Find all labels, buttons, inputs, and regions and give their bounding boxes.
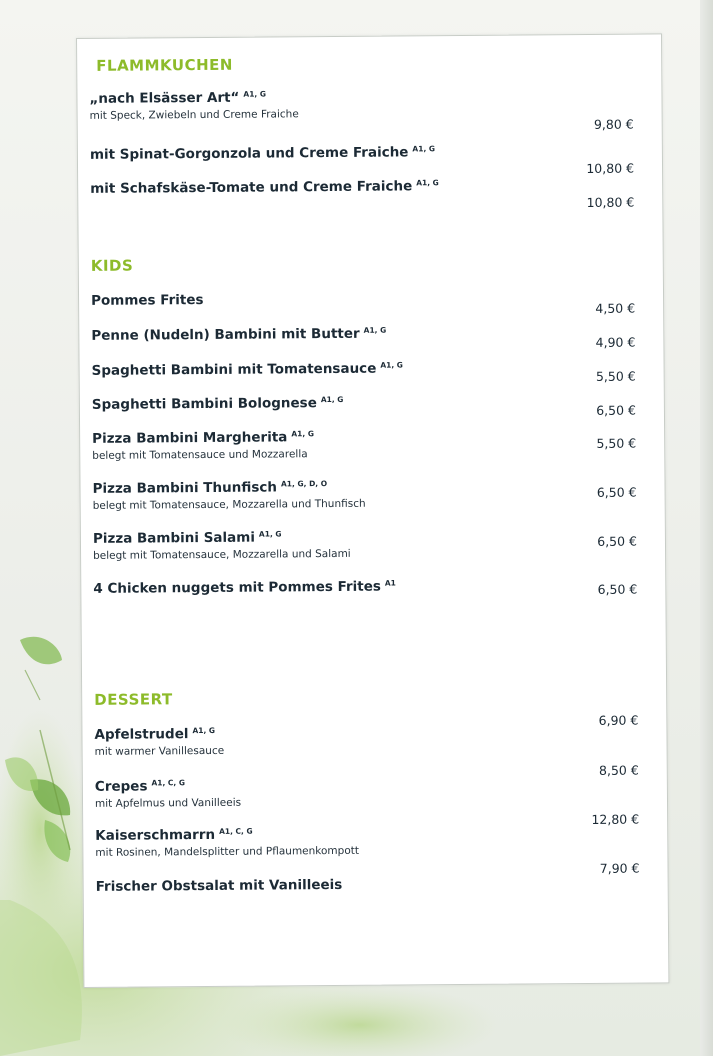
item-name: Frischer Obstsalat mit Vanilleeis [95,876,343,895]
item-price: 6,50 € [597,581,638,597]
menu-item [95,823,655,858]
item-price: 5,50 € [595,368,636,384]
menu-item [93,576,653,596]
item-name: mit Schafskäse-Tomate und Creme Fraiche [90,178,413,197]
item-name: Pommes Frites [91,292,204,309]
menu-item [90,142,650,162]
allergen-codes: A1, G [380,360,403,370]
item-price: 6,50 € [596,402,636,418]
menu-item [91,323,651,343]
item-name: Crepes [94,778,148,795]
allergen-codes: A1, G [412,144,436,154]
allergen-codes: A1, G [416,178,439,188]
item-price: 6,50 € [597,533,638,549]
allergen-codes: A1, G, D, O [280,479,328,489]
item-name: Pizza Bambini Thunfisch [92,479,278,497]
item-price: 10,80 € [586,160,635,176]
item-description: belegt mit Tomatensauce, Mozzarella und Thunfisch [92,497,366,512]
menu-item [92,476,652,511]
page-edge [700,0,713,1056]
item-name: Pizza Bambini Margherita [92,429,288,447]
item-price: 7,90 € [599,860,640,876]
item-price: 6,50 € [596,484,637,500]
menu-item [92,358,652,378]
item-price: 6,90 € [598,712,639,728]
menu-item [96,874,656,894]
item-description: mit Speck, Zwiebeln und Creme Fraiche [89,108,299,122]
item-price: 10,80 € [586,194,635,210]
allergen-codes: A1, C, G [219,826,253,836]
menu-item [95,774,655,809]
item-price: 5,50 € [596,435,637,451]
item-description: belegt mit Tomatensauce und Mozzarella [92,448,308,462]
menu-card [76,33,669,988]
allergen-codes: A1, G [291,429,315,439]
item-price: 4,90 € [595,334,636,350]
item-price: 8,50 € [598,762,639,778]
item-name: Kaiserschmarrn [95,826,216,844]
item-name: Spaghetti Bambini mit Tomatensauce [91,360,377,379]
section-title-dessert: DESSERT [94,690,173,709]
item-price: 4,50 € [595,300,636,316]
item-name: Spaghetti Bambini Bolognese [91,395,317,413]
section-title-flammkuchen: FLAMMKUCHEN [96,55,233,75]
allergen-codes: A1, G [258,529,282,539]
section-title-kids: KIDS [90,256,134,275]
menu-item [91,288,651,308]
menu-item [94,722,654,757]
allergen-codes: A1 [384,578,396,588]
item-name: mit Spinat-Gorgonzola und Creme Fraiche [89,144,409,163]
item-name: Penne (Nudeln) Bambini mit Butter [91,325,360,344]
item-description: mit Rosinen, Mandelsplitter und Pflaumenkompott [95,844,360,859]
menu-item [93,526,653,561]
menu-item [92,392,652,412]
item-price: 12,80 € [591,811,640,827]
allergen-codes: A1, G [363,325,387,335]
item-price: 9,80 € [593,116,634,132]
allergen-codes: A1, G [243,89,267,99]
menu-item [90,176,650,196]
menu-item [92,426,652,461]
item-description: mit Apfelmus und Vanilleeis [94,796,242,810]
item-name: Pizza Bambini Salami [92,529,256,547]
item-name: 4 Chicken nuggets mit Pommes Frites [93,578,381,597]
item-name: Apfelstrudel [94,726,189,743]
allergen-codes: A1, G [192,725,216,736]
menu-item [89,86,649,121]
item-name: „nach Elsässer Art“ [89,89,240,107]
allergen-codes: A1, C, G [151,778,186,788]
item-description: mit warmer Vanillesauce [94,744,225,758]
allergen-codes: A1, G [320,394,344,405]
item-description: belegt mit Tomatensauce, Mozzarella und Salami [93,547,351,562]
